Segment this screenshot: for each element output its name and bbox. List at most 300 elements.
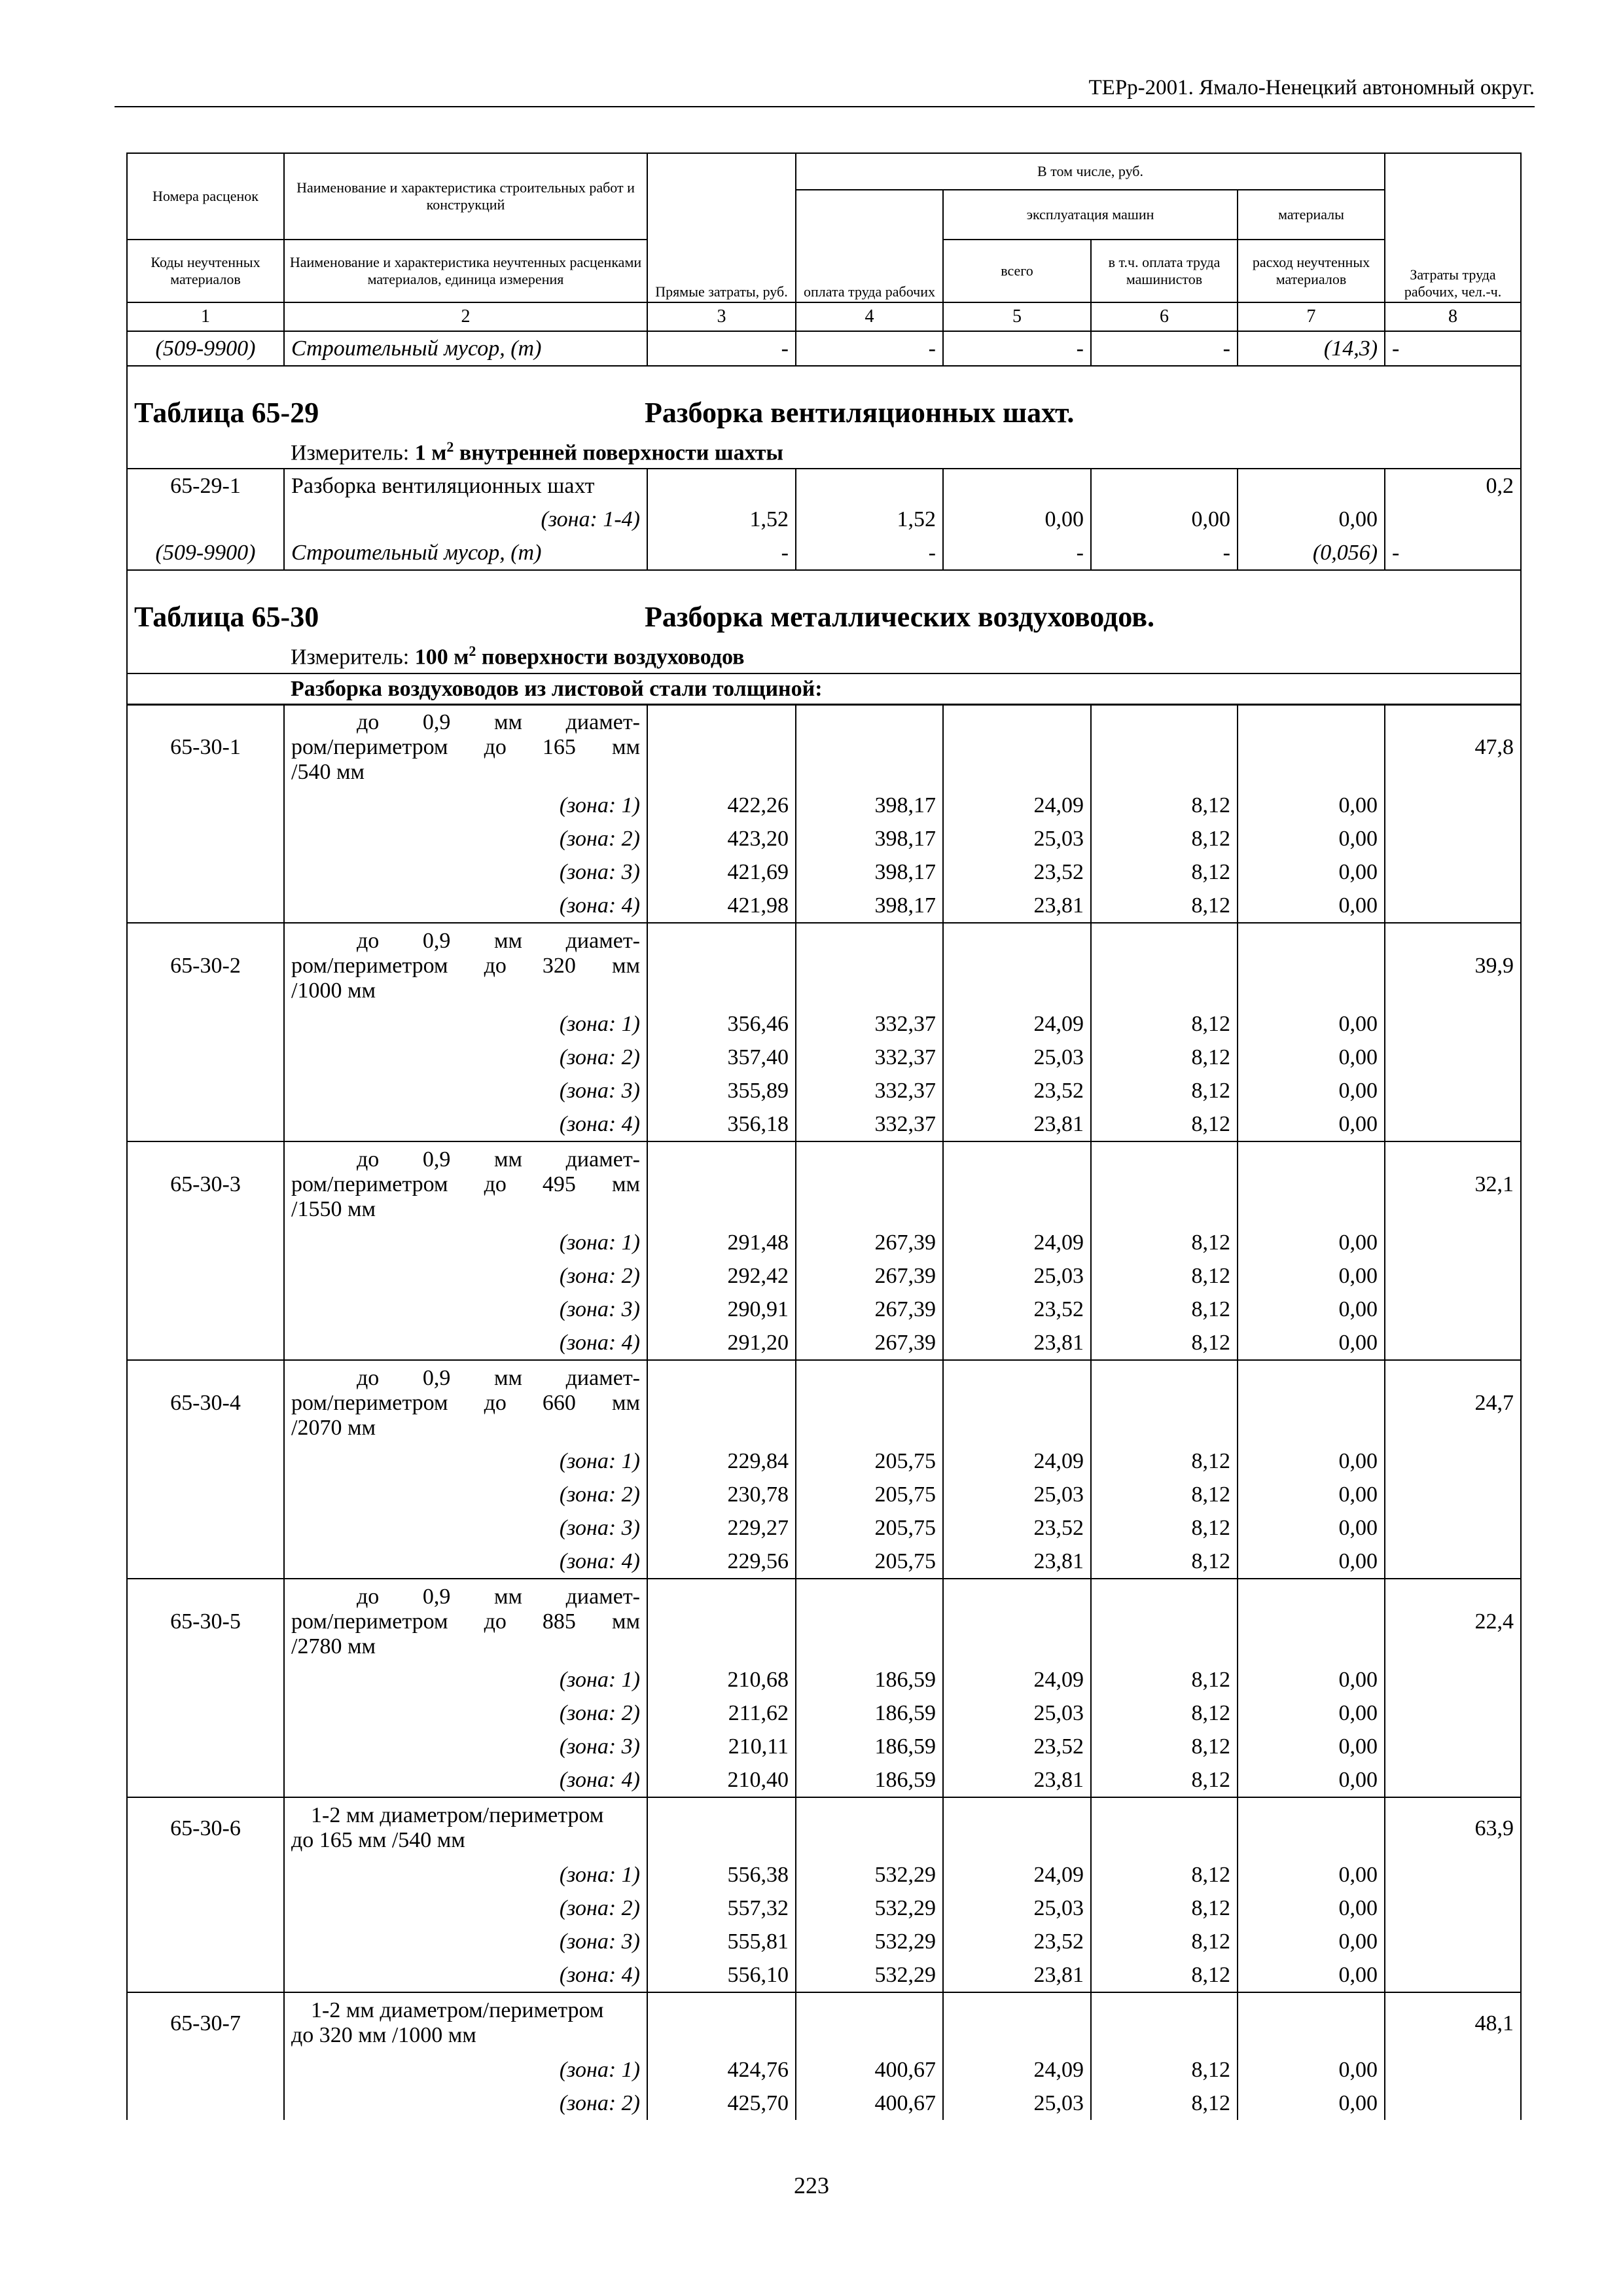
cell: - [796, 536, 943, 570]
cell: 205,75 [796, 1478, 943, 1511]
cell: 0,00 [1238, 1007, 1385, 1041]
cell: 23,52 [943, 1511, 1091, 1545]
col-number: 4 [796, 302, 943, 331]
cell: 23,52 [943, 855, 1091, 889]
zone-label: (зона: 2) [284, 1041, 647, 1074]
col-number: 5 [943, 302, 1091, 331]
cell: 8,12 [1091, 1892, 1238, 1925]
cell: 398,17 [796, 889, 943, 923]
zone-row [127, 1545, 1521, 1579]
labor-value: 22,4 [1385, 1579, 1521, 1663]
zone-row [127, 1226, 1521, 1259]
zone-row [127, 1478, 1521, 1511]
zone-label: (зона: 3) [284, 1293, 647, 1326]
cell: 332,37 [796, 1041, 943, 1074]
zone-row [127, 1444, 1521, 1478]
rate-name [284, 704, 647, 789]
zone-label: (зона: 3) [284, 1074, 647, 1107]
zone-row [127, 1892, 1521, 1925]
cell: 24,09 [943, 1226, 1091, 1259]
cell: 0,00 [1238, 1259, 1385, 1293]
zone-row [127, 1259, 1521, 1293]
cell: 8,12 [1091, 1074, 1238, 1107]
zone-row [127, 822, 1521, 855]
zone-row [127, 1663, 1521, 1696]
cell: 25,03 [943, 822, 1091, 855]
rate-name-line: /2070 мм [291, 1416, 376, 1440]
zone-label: (зона: 1) [284, 1858, 647, 1892]
cell: 205,75 [796, 1511, 943, 1545]
rate-name [284, 923, 647, 1007]
cell: 8,12 [1091, 1511, 1238, 1545]
cell: 267,39 [796, 1226, 943, 1259]
cell: 555,81 [647, 1925, 796, 1958]
col-header-labor: оплата труда рабочих [796, 190, 943, 302]
material-name: Строительный мусор, (т) [284, 331, 647, 366]
cell: 23,81 [943, 1958, 1091, 1992]
cell: 0,00 [1238, 2087, 1385, 2120]
rate-name [284, 1360, 647, 1444]
zone-label: (зона: 4) [284, 1958, 647, 1992]
cell: 210,40 [647, 1763, 796, 1797]
zone-row [127, 1293, 1521, 1326]
cell: 8,12 [1091, 1226, 1238, 1259]
cell: 355,89 [647, 1074, 796, 1107]
zone-row [127, 2053, 1521, 2087]
cell: 532,29 [796, 1858, 943, 1892]
cell: 0,00 [1238, 1663, 1385, 1696]
cell: (0,056) [1238, 536, 1385, 570]
cell: 267,39 [796, 1326, 943, 1360]
cell: - [1385, 536, 1521, 570]
material-name: Строительный мусор, (т) [284, 536, 647, 570]
labor-value: 47,8 [1385, 704, 1521, 789]
cell: 25,03 [943, 2087, 1091, 2120]
cell: 25,03 [943, 1892, 1091, 1925]
zone-label: (зона: 1) [284, 2053, 647, 2087]
zone-label: (зона: 2) [284, 2087, 647, 2120]
rate-name-line: до 320 мм /1000 мм [291, 2023, 476, 2047]
cell: 8,12 [1091, 1041, 1238, 1074]
cell: 8,12 [1091, 1696, 1238, 1730]
measure-value: 1 м [414, 440, 447, 465]
cell: 25,03 [943, 1259, 1091, 1293]
rate-name [284, 1992, 647, 2053]
cell: 423,20 [647, 822, 796, 855]
zone-row [127, 789, 1521, 822]
cell: 557,32 [647, 1892, 796, 1925]
rate-name-line: до 0,9 мм диамет- [357, 1585, 640, 1609]
zone-row [127, 1326, 1521, 1360]
measure-rest: внутренней поверхности шахты [454, 440, 783, 465]
col-number: 3 [647, 302, 796, 331]
zone-label: (зона: 1) [284, 789, 647, 822]
cell: 8,12 [1091, 2087, 1238, 2120]
zone-label: (зона: 2) [284, 1696, 647, 1730]
rate-name-line: /2780 мм [291, 1634, 376, 1659]
cell: 424,76 [647, 2053, 796, 2087]
measure-rest: поверхности воздуховодов [476, 645, 745, 670]
cell: 0,00 [1238, 1763, 1385, 1797]
cell: - [796, 331, 943, 366]
cell: 0,00 [1238, 889, 1385, 923]
cell: 291,20 [647, 1326, 796, 1360]
zone-label: (зона: 1) [284, 1007, 647, 1041]
cell: 186,59 [796, 1696, 943, 1730]
rate-code: 65-30-2 [127, 923, 284, 1007]
cell: 25,03 [943, 1696, 1091, 1730]
col-number: 8 [1385, 302, 1521, 331]
cell: 332,37 [796, 1074, 943, 1107]
cell: 556,38 [647, 1858, 796, 1892]
cell: 8,12 [1091, 1858, 1238, 1892]
rate-name-line: /540 мм [291, 760, 365, 784]
col-number: 6 [1091, 302, 1238, 331]
zone-label: (зона: 4) [284, 1545, 647, 1579]
rates-table-65-30 [126, 704, 1522, 2120]
zone-label: (зона: 4) [284, 1763, 647, 1797]
cell: 24,09 [943, 2053, 1091, 2087]
cell: 0,00 [1238, 1041, 1385, 1074]
rate-name-line: до 0,9 мм диамет- [357, 1366, 640, 1390]
cell: 0,00 [1238, 822, 1385, 855]
cell: 8,12 [1091, 2053, 1238, 2087]
cell: 0,00 [1238, 1293, 1385, 1326]
measure-row [127, 636, 1521, 673]
cell: 356,18 [647, 1107, 796, 1141]
cell: 205,75 [796, 1545, 943, 1579]
zone-label: (зона: 2) [284, 822, 647, 855]
col-header-included: В том числе, руб. [796, 153, 1385, 190]
zone-row [127, 1511, 1521, 1545]
cell: 291,48 [647, 1226, 796, 1259]
cell: 290,91 [647, 1293, 796, 1326]
zone-row [127, 1107, 1521, 1141]
cell: 8,12 [1091, 1958, 1238, 1992]
col-header-material-consumption: расход неучтенных материалов [1238, 240, 1385, 302]
rate-row [127, 1141, 1521, 1226]
cell: 8,12 [1091, 1259, 1238, 1293]
measure-value: 100 м [414, 645, 469, 670]
group-title: Разборка воздуховодов из листовой стали толщиной: [284, 673, 1521, 705]
cell: 332,37 [796, 1007, 943, 1041]
cell: 25,03 [943, 1478, 1091, 1511]
cell: 532,29 [796, 1958, 943, 1992]
zone-row [127, 2087, 1521, 2120]
cell: 23,81 [943, 1763, 1091, 1797]
rate-name-line: до 0,9 мм диамет- [357, 1147, 640, 1172]
rate-code: 65-30-4 [127, 1360, 284, 1444]
cell: 556,10 [647, 1958, 796, 1992]
cell: 0,00 [1238, 1545, 1385, 1579]
table-row [127, 331, 1521, 366]
cell: - [1385, 331, 1521, 366]
cell: 23,81 [943, 889, 1091, 923]
cell: 24,09 [943, 1007, 1091, 1041]
cell: - [647, 331, 796, 366]
cell: 0,00 [1238, 1730, 1385, 1763]
zone-label: (зона: 2) [284, 1259, 647, 1293]
cell: 0,00 [1091, 503, 1238, 536]
cell: 0,00 [1238, 1925, 1385, 1958]
table-title-row [127, 366, 1521, 432]
cell: 23,52 [943, 1293, 1091, 1326]
cell: 0,00 [1238, 1074, 1385, 1107]
cell: 8,12 [1091, 1925, 1238, 1958]
rate-name-line: до 165 мм /540 мм [291, 1828, 465, 1852]
col-header-machines: эксплуатация машин [943, 190, 1238, 240]
zone-label: (зона: 1) [284, 1444, 647, 1478]
cell: 0,00 [1238, 1892, 1385, 1925]
cell: 0,00 [943, 503, 1091, 536]
zone-label: (зона: 2) [284, 1892, 647, 1925]
cell: 8,12 [1091, 1326, 1238, 1360]
cell: 24,09 [943, 1663, 1091, 1696]
cell: 398,17 [796, 822, 943, 855]
cell: 25,03 [943, 1041, 1091, 1074]
cell: 8,12 [1091, 1663, 1238, 1696]
cell: 398,17 [796, 789, 943, 822]
cell: 23,81 [943, 1107, 1091, 1141]
cell: 23,81 [943, 1545, 1091, 1579]
labor-value: 39,9 [1385, 923, 1521, 1007]
material-code: (509-9900) [127, 331, 284, 366]
cell: 186,59 [796, 1763, 943, 1797]
cell: 400,67 [796, 2087, 943, 2120]
rate-name-line: 1-2 мм диаметром/периметром [311, 1998, 604, 2022]
table-subject: Разборка металлических воздуховодов. [645, 601, 1154, 634]
cell: - [647, 536, 796, 570]
zone-label: (зона: 3) [284, 855, 647, 889]
cell: 8,12 [1091, 1007, 1238, 1041]
col-header-materials: материалы [1238, 190, 1385, 240]
cell: 186,59 [796, 1663, 943, 1696]
cell: 8,12 [1091, 822, 1238, 855]
page-number: 223 [794, 2172, 829, 2198]
col-header-name: Наименование и характеристика строительных работ и конструкций [284, 153, 647, 240]
cell: 0,00 [1238, 1511, 1385, 1545]
cell: 0,00 [1238, 855, 1385, 889]
labor-value: 0,2 [1385, 469, 1521, 503]
cell: 229,84 [647, 1444, 796, 1478]
zone-label: (зона: 1) [284, 1663, 647, 1696]
rate-row [127, 1579, 1521, 1663]
page-header: ТЕРр-2001. Ямало-Ненецкий автономный округ. [115, 73, 1535, 107]
rate-name-line: ром/периметром до 660 мм [291, 1391, 640, 1415]
cell: 8,12 [1091, 1730, 1238, 1763]
zone-label: (зона: 3) [284, 1730, 647, 1763]
cell: 0,00 [1238, 1858, 1385, 1892]
material-code: (509-9900) [127, 536, 284, 570]
cell: 357,40 [647, 1041, 796, 1074]
zone-label: (зона: 4) [284, 1107, 647, 1141]
rates-table [126, 152, 1522, 706]
table-title: Таблица 65-30 [134, 601, 319, 634]
labor-value: 32,1 [1385, 1141, 1521, 1226]
col-number: 1 [127, 302, 284, 331]
rate-row [127, 469, 1521, 503]
labor-value: 63,9 [1385, 1797, 1521, 1858]
column-numbers-row [127, 302, 1521, 331]
cell: 0,00 [1238, 1226, 1385, 1259]
rate-row [127, 1992, 1521, 2053]
measure-sup: 2 [469, 643, 476, 660]
cell: 1,52 [647, 503, 796, 536]
rate-row [127, 704, 1521, 789]
zone-row [127, 1763, 1521, 1797]
labor-value: 24,7 [1385, 1360, 1521, 1444]
cell: 0,00 [1238, 1107, 1385, 1141]
cell: 210,11 [647, 1730, 796, 1763]
table-title: Таблица 65-29 [134, 397, 319, 429]
rate-code: 65-30-5 [127, 1579, 284, 1663]
cell: 23,52 [943, 1074, 1091, 1107]
table-subject: Разборка вентиляционных шахт. [645, 397, 1075, 429]
cell: 0,00 [1238, 1478, 1385, 1511]
cell: 8,12 [1091, 855, 1238, 889]
cell: 23,52 [943, 1925, 1091, 1958]
rate-row [127, 1360, 1521, 1444]
cell: 24,09 [943, 1858, 1091, 1892]
cell: 332,37 [796, 1107, 943, 1141]
zone-row [127, 1858, 1521, 1892]
zone-label: (зона: 3) [284, 1925, 647, 1958]
cell: 0,00 [1238, 1444, 1385, 1478]
col-header-codes: Номера расценок [127, 153, 284, 240]
measure-text [284, 636, 1521, 673]
cell: 8,12 [1091, 1293, 1238, 1326]
cell: 422,26 [647, 789, 796, 822]
material-row [127, 536, 1521, 570]
cell: 0,00 [1238, 1958, 1385, 1992]
cell: 267,39 [796, 1293, 943, 1326]
rate-code: 65-30-6 [127, 1797, 284, 1858]
measure-label: Измеритель: [291, 645, 410, 670]
zone-row [127, 1696, 1521, 1730]
rate-name-line: ром/периметром до 885 мм [291, 1609, 640, 1634]
cell: 23,81 [943, 1326, 1091, 1360]
cell: 398,17 [796, 855, 943, 889]
zone-row [127, 1074, 1521, 1107]
rate-name-line: ром/периметром до 165 мм [291, 735, 640, 759]
col-header-direct: Прямые затраты, руб. [647, 153, 796, 302]
measure-sup: 2 [446, 439, 454, 455]
zone-row [127, 1041, 1521, 1074]
rate-code: 65-30-3 [127, 1141, 284, 1226]
col-number: 7 [1238, 302, 1385, 331]
cell: 8,12 [1091, 1478, 1238, 1511]
cell: 532,29 [796, 1925, 943, 1958]
rate-row [127, 923, 1521, 1007]
cell: - [1091, 536, 1238, 570]
col-header-material-names: Наименование и характеристика неучтенных расценками материалов, единица измерения [284, 240, 647, 302]
zone-row [127, 855, 1521, 889]
rate-name: Разборка вентиляционных шахт [284, 469, 647, 503]
zone-label: (зона: 1) [284, 1226, 647, 1259]
zone-label: (зона: 2) [284, 1478, 647, 1511]
cell: - [943, 331, 1091, 366]
cell: 229,56 [647, 1545, 796, 1579]
measure-row [127, 432, 1521, 469]
rate-code: 65-29-1 [127, 469, 284, 503]
cell: 356,46 [647, 1007, 796, 1041]
cell: 229,27 [647, 1511, 796, 1545]
zone-row [127, 1958, 1521, 1992]
cell: 8,12 [1091, 789, 1238, 822]
rate-name-line: ром/периметром до 320 мм [291, 954, 640, 978]
cell: 8,12 [1091, 1107, 1238, 1141]
col-header-machines-total: всего [943, 240, 1091, 302]
cell: - [943, 536, 1091, 570]
cell: 1,52 [796, 503, 943, 536]
zone-row [127, 503, 1521, 536]
rate-name [284, 1579, 647, 1663]
cell: 230,78 [647, 1478, 796, 1511]
cell: 421,69 [647, 855, 796, 889]
group-header-row [127, 673, 1521, 705]
zone-row [127, 1007, 1521, 1041]
rate-name-line: до 0,9 мм диамет- [357, 710, 640, 734]
zone-row [127, 1925, 1521, 1958]
cell: 24,09 [943, 1444, 1091, 1478]
rate-name [284, 1797, 647, 1858]
col-number: 2 [284, 302, 647, 331]
rate-code: 65-30-7 [127, 1992, 284, 2053]
cell: 292,42 [647, 1259, 796, 1293]
cell: 205,75 [796, 1444, 943, 1478]
cell: 532,29 [796, 1892, 943, 1925]
cell: 8,12 [1091, 1444, 1238, 1478]
measure-label: Измеритель: [291, 440, 410, 465]
cell: 24,09 [943, 789, 1091, 822]
col-header-labor-cost: Затраты труда рабочих, чел.-ч. [1385, 153, 1521, 302]
zone-row [127, 889, 1521, 923]
cell: 0,00 [1238, 2053, 1385, 2087]
cell: 425,70 [647, 2087, 796, 2120]
rate-name [284, 1141, 647, 1226]
rate-name-line: до 0,9 мм диамет- [357, 929, 640, 953]
cell: 23,52 [943, 1730, 1091, 1763]
measure-text [284, 432, 1521, 469]
zone-label: (зона: 1-4) [284, 503, 647, 536]
zone-label: (зона: 3) [284, 1511, 647, 1545]
rate-name-line: /1000 мм [291, 978, 376, 1003]
rate-name-line: /1550 мм [291, 1197, 376, 1221]
cell: 211,62 [647, 1696, 796, 1730]
cell: 421,98 [647, 889, 796, 923]
cell: 8,12 [1091, 889, 1238, 923]
cell: 8,12 [1091, 1763, 1238, 1797]
labor-value: 48,1 [1385, 1992, 1521, 2053]
cell: 0,00 [1238, 503, 1385, 536]
cell: 0,00 [1238, 789, 1385, 822]
zone-label: (зона: 4) [284, 1326, 647, 1360]
cell: 210,68 [647, 1663, 796, 1696]
zone-row [127, 1730, 1521, 1763]
rate-name-line: ром/периметром до 495 мм [291, 1172, 640, 1196]
cell: 0,00 [1238, 1326, 1385, 1360]
rate-code: 65-30-1 [127, 704, 284, 789]
col-header-material-codes: Коды неучтенных материалов [127, 240, 284, 302]
cell: 400,67 [796, 2053, 943, 2087]
col-header-operators: в т.ч. оплата труда машинистов [1091, 240, 1238, 302]
table-title-row [127, 570, 1521, 636]
cell: 0,00 [1238, 1696, 1385, 1730]
cell: (14,3) [1238, 331, 1385, 366]
cell: 267,39 [796, 1259, 943, 1293]
rate-row [127, 1797, 1521, 1858]
cell: - [1091, 331, 1238, 366]
